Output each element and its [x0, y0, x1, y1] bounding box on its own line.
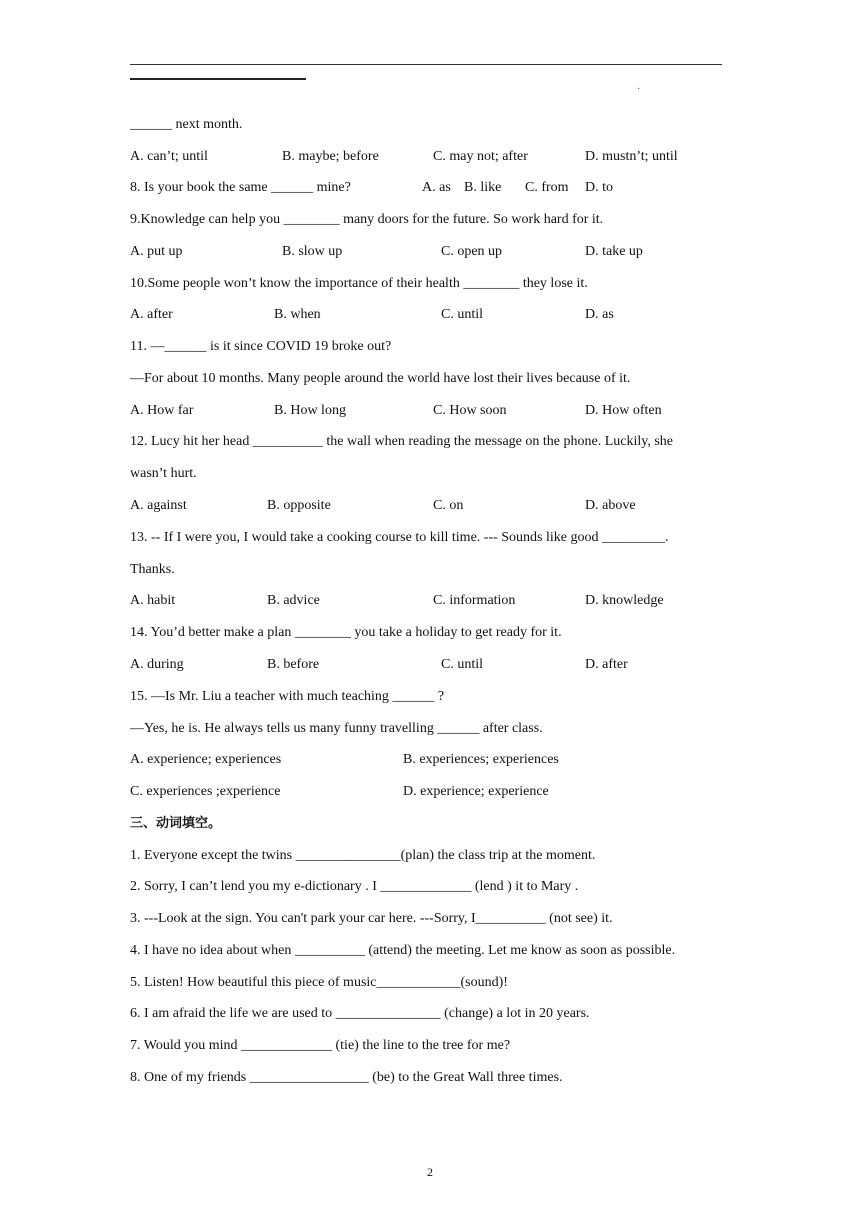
question-stem: 12. Lucy hit her head __________ the wall when reading the message on the phone. Luckily, she [130, 434, 674, 449]
option: A. during [130, 657, 184, 672]
option: D. as [585, 307, 614, 322]
option: D. above [585, 498, 636, 513]
list-item: 3. ---Look at the sign. You can't park your car here. ---Sorry, I__________ (not see) it. [130, 911, 613, 926]
question-stem: Thanks. [130, 562, 175, 577]
header-rule [130, 64, 722, 65]
option: B. How long [274, 403, 346, 418]
option: C. on [433, 498, 464, 513]
question-response: —For about 10 months. Many people around the world have lost their lives because of it. [130, 371, 631, 386]
list-item: 6. I am afraid the life we are used to _______________ (change) a lot in 20 years. [130, 1006, 590, 1021]
question-stem: 15. —Is Mr. Liu a teacher with much teaching ______ ? [130, 689, 445, 704]
option: A. can’t; until [130, 149, 208, 164]
list-item: 4. I have no idea about when __________ (attend) the meeting. Let me know as soon as possible. [130, 943, 676, 958]
question-stem: wasn’t hurt. [130, 466, 197, 481]
option: C. open up [441, 244, 503, 259]
option: C. may not; after [433, 149, 528, 164]
option: B. slow up [282, 244, 343, 259]
option: B. when [274, 307, 321, 322]
option: A. after [130, 307, 173, 322]
question-stem: 8. Is your book the same ______ mine? [130, 180, 351, 195]
option: C. until [441, 307, 484, 322]
option: D. mustn’t; until [585, 149, 678, 164]
option: C. from [525, 180, 569, 195]
question-stem: 10.Some people won’t know the importance of their health ________ they lose it. [130, 276, 588, 291]
header-rule-short [130, 78, 306, 80]
list-item: 2. Sorry, I can’t lend you my e-dictionary . I _____________ (lend ) it to Mary . [130, 879, 579, 894]
option: D. knowledge [585, 593, 664, 608]
option: A. against [130, 498, 187, 513]
list-item: 8. One of my friends _________________ (be) to the Great Wall three times. [130, 1070, 563, 1085]
option: B. like [464, 180, 502, 195]
option: C. experiences ;experience [130, 784, 281, 799]
option: B. opposite [267, 498, 331, 513]
header-dot: · [637, 84, 641, 95]
option: A. as [422, 180, 451, 195]
page-number: 2 [427, 1165, 433, 1179]
option: A. put up [130, 244, 183, 259]
option: C. until [441, 657, 484, 672]
option: D. How often [585, 403, 662, 418]
option: D. to [585, 180, 613, 195]
option: D. after [585, 657, 628, 672]
section-title: 三、动词填空。 [130, 816, 222, 831]
list-item: 7. Would you mind _____________ (tie) the line to the tree for me? [130, 1038, 511, 1053]
list-item: 5. Listen! How beautiful this piece of music____________(sound)! [130, 975, 508, 990]
question-text: ______ next month. [130, 117, 243, 132]
question-stem: 11. —______ is it since COVID 19 broke out? [130, 339, 392, 354]
question-stem: 14. You’d better make a plan ________ you take a holiday to get ready for it. [130, 625, 562, 640]
option: C. How soon [433, 403, 507, 418]
question-response: —Yes, he is. He always tells us many funny travelling ______ after class. [130, 721, 543, 736]
option: B. before [267, 657, 320, 672]
option: B. maybe; before [282, 149, 379, 164]
question-stem: 13. -- If I were you, I would take a cooking course to kill time. --- Sounds like good _________. [130, 530, 669, 545]
option: A. How far [130, 403, 194, 418]
option: C. information [433, 593, 516, 608]
option: B. experiences; experiences [403, 752, 559, 767]
option: B. advice [267, 593, 320, 608]
option: A. habit [130, 593, 176, 608]
option: D. take up [585, 244, 643, 259]
question-stem: 9.Knowledge can help you ________ many doors for the future. So work hard for it. [130, 212, 604, 227]
option: D. experience; experience [403, 784, 549, 799]
option: A. experience; experiences [130, 752, 282, 767]
list-item: 1. Everyone except the twins _______________(plan) the class trip at the moment. [130, 848, 596, 863]
